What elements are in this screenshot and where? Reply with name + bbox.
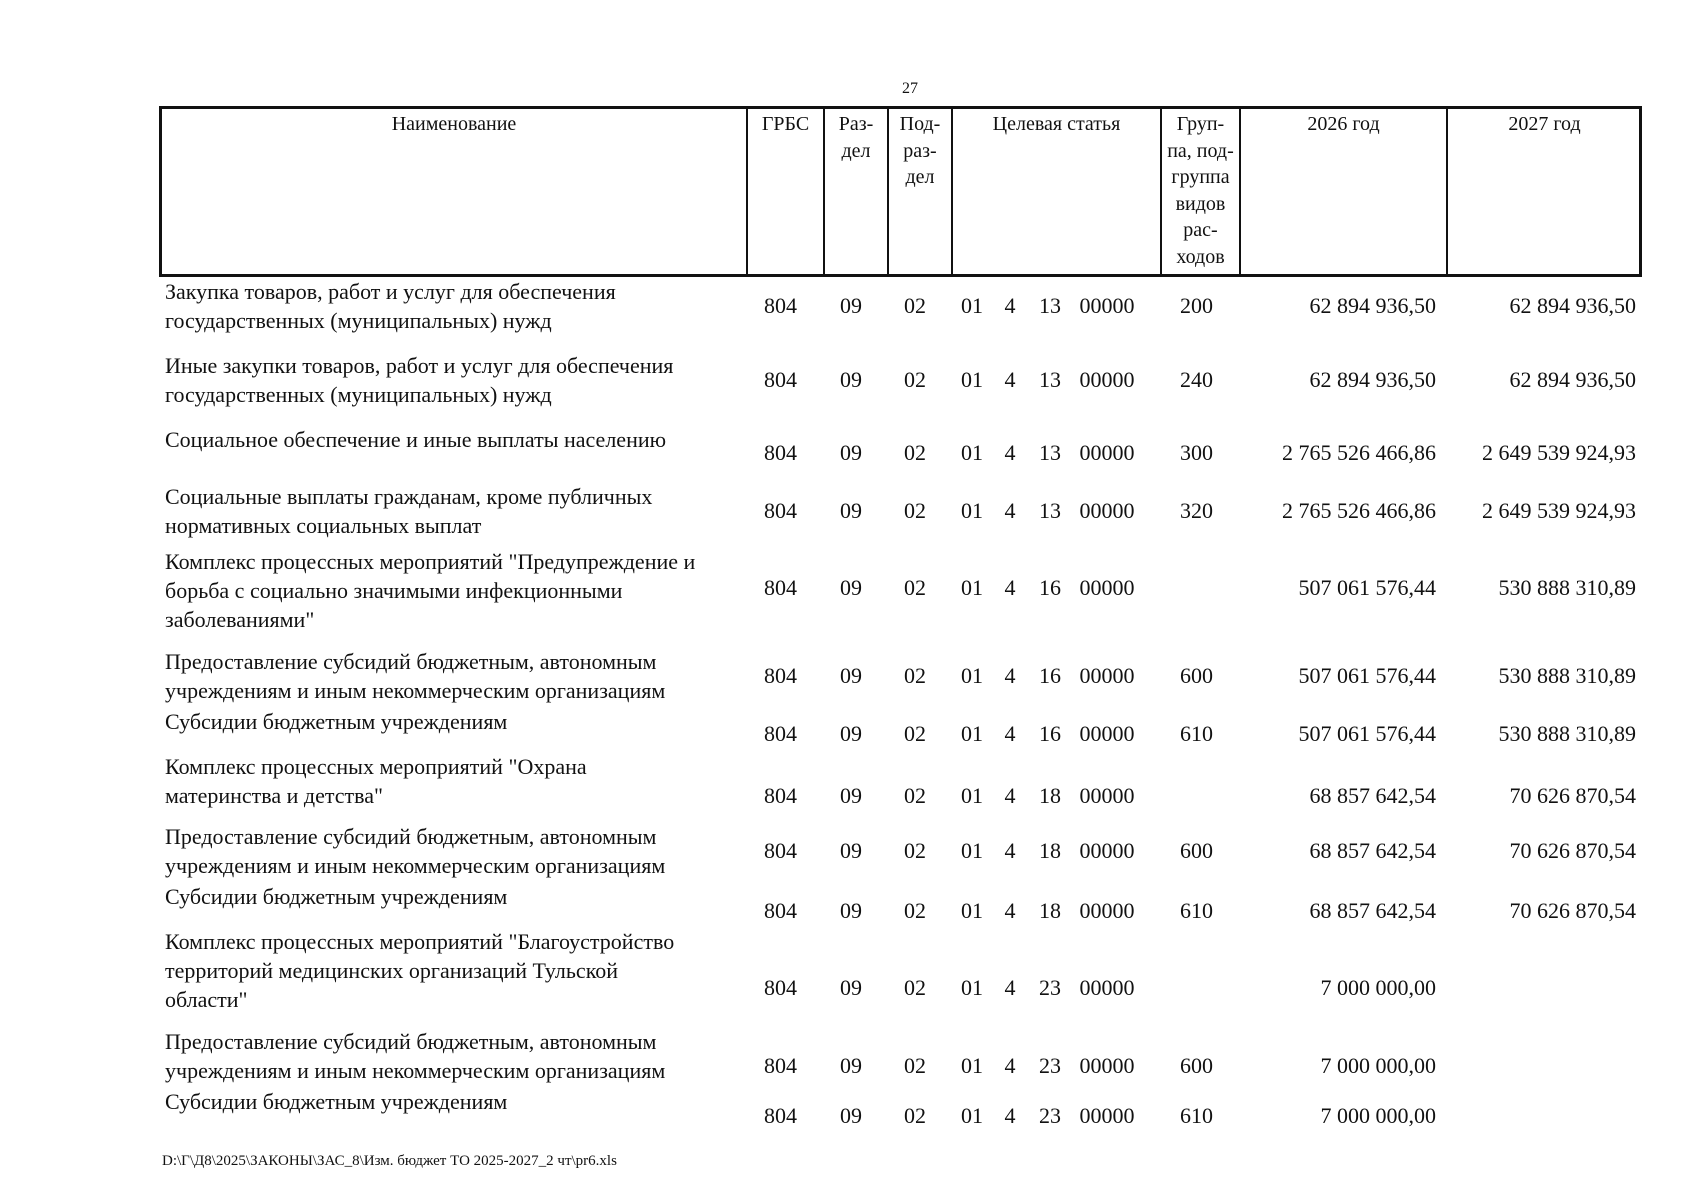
row-name [165,647,740,705]
cell-podrazdel: 02 [904,1103,926,1128]
cell-v2026: 507 061 576,44 [1298,721,1436,746]
cell-t2: 4 [1004,898,1016,923]
row-name-line: Субсидии бюджетным учреждениям [165,709,508,734]
cell-t2: 4 [1004,293,1016,318]
cell-group: 200 [1180,293,1213,318]
cell-podrazdel: 02 [904,440,926,465]
cell-razdel: 09 [840,367,862,392]
cell-t1: 01 [961,898,983,923]
header-podrazdel: Под- раз- дел [887,109,951,274]
cell-razdel: 09 [840,783,862,808]
cell-group: 600 [1180,838,1213,863]
cell-t2: 4 [1004,975,1016,1000]
row-name-line: государственных (муниципальных) нужд [165,308,552,333]
cell-grbs: 804 [764,663,797,688]
cell-t4: 00000 [1079,498,1135,523]
file-path-footer: D:\Г\Д8\2025\ЗАКОНЫ\ЗАС_8\Изм. бюджет ТО 2025-2027_2 чт\pr6.xls [162,1153,617,1169]
cell-grbs: 804 [764,293,797,318]
cell-group: 610 [1180,1103,1213,1128]
cell-t4: 00000 [1079,367,1135,392]
cell-razdel: 09 [840,663,862,688]
cell-grbs: 804 [764,838,797,863]
cell-t3: 16 [1039,721,1061,746]
cell-v2026: 68 857 642,54 [1309,838,1436,863]
cell-podrazdel: 02 [904,293,926,318]
cell-v2026: 68 857 642,54 [1309,898,1436,923]
cell-t3: 18 [1039,838,1061,863]
cell-v2026: 7 000 000,00 [1320,1103,1436,1128]
cell-t3: 13 [1039,498,1061,523]
cell-podrazdel: 02 [904,663,926,688]
cell-v2026: 7 000 000,00 [1320,1053,1436,1078]
row-name-line: области" [165,987,248,1012]
header-group: Груп- па, под- группа видов рас- ходов [1160,109,1239,274]
page-number: 27 [902,80,918,97]
cell-t1: 01 [961,838,983,863]
cell-razdel: 09 [840,498,862,523]
cell-v2026: 2 765 526 466,86 [1282,498,1436,523]
cell-t4: 00000 [1079,898,1135,923]
cell-v2027: 70 626 870,54 [1509,783,1636,808]
cell-t1: 01 [961,1103,983,1128]
row-name [165,351,740,409]
cell-t3: 13 [1039,367,1061,392]
cell-group: 610 [1180,721,1213,746]
cell-group: 320 [1180,498,1213,523]
cell-razdel: 09 [840,1103,862,1128]
cell-t2: 4 [1004,721,1016,746]
row-name-line: Предоставление субсидий бюджетным, автономным [165,824,657,849]
cell-razdel: 09 [840,975,862,1000]
row-name-line: учреждениям и иным некоммерческим организациям [165,1058,666,1083]
cell-razdel: 09 [840,1053,862,1078]
cell-v2026: 7 000 000,00 [1320,975,1436,1000]
row-name-line: учреждениям и иным некоммерческим организациям [165,678,666,703]
cell-grbs: 804 [764,498,797,523]
row-name [165,707,740,736]
cell-razdel: 09 [840,440,862,465]
header-2027: 2027 год [1446,109,1641,274]
cell-t3: 18 [1039,898,1061,923]
row-name [165,927,740,1014]
cell-podrazdel: 02 [904,975,926,1000]
row-name-line: Субсидии бюджетным учреждениям [165,1089,508,1114]
cell-grbs: 804 [764,898,797,923]
cell-t1: 01 [961,498,983,523]
cell-grbs: 804 [764,721,797,746]
row-name-line: государственных (муниципальных) нужд [165,382,552,407]
cell-t1: 01 [961,367,983,392]
cell-t2: 4 [1004,498,1016,523]
cell-t3: 16 [1039,663,1061,688]
row-name [165,277,740,335]
cell-razdel: 09 [840,721,862,746]
cell-razdel: 09 [840,838,862,863]
cell-t4: 00000 [1079,975,1135,1000]
cell-razdel: 09 [840,898,862,923]
header-grbs: ГРБС [746,109,823,274]
cell-v2026: 62 894 936,50 [1309,367,1436,392]
cell-t2: 4 [1004,440,1016,465]
cell-t1: 01 [961,440,983,465]
cell-v2026: 62 894 936,50 [1309,293,1436,318]
cell-group: 240 [1180,367,1213,392]
header-name: Наименование [391,113,517,135]
cell-v2027: 62 894 936,50 [1509,293,1636,318]
cell-grbs: 804 [764,975,797,1000]
row-name [165,1027,740,1085]
cell-t1: 01 [961,663,983,688]
cell-v2026: 2 765 526 466,86 [1282,440,1436,465]
cell-group: 610 [1180,898,1213,923]
row-name [165,1087,740,1116]
cell-podrazdel: 02 [904,898,926,923]
cell-t3: 18 [1039,783,1061,808]
cell-t4: 00000 [1079,838,1135,863]
cell-t3: 23 [1039,1103,1061,1128]
cell-t3: 13 [1039,440,1061,465]
cell-t1: 01 [961,575,983,600]
cell-v2027: 530 888 310,89 [1498,663,1636,688]
row-name [165,752,740,810]
row-name-line: Предоставление субсидий бюджетным, автономным [165,649,657,674]
cell-t2: 4 [1004,367,1016,392]
cell-t2: 4 [1004,1053,1016,1078]
row-name-line: учреждениям и иным некоммерческим организациям [165,853,666,878]
cell-t4: 00000 [1079,783,1135,808]
cell-razdel: 09 [840,575,862,600]
cell-podrazdel: 02 [904,498,926,523]
cell-v2026: 507 061 576,44 [1298,575,1436,600]
cell-t1: 01 [961,1053,983,1078]
row-name-line: Социальные выплаты гражданам, кроме публичных [165,484,653,509]
row-name [165,425,740,454]
row-name-line: материнства и детства" [165,783,383,808]
cell-grbs: 804 [764,783,797,808]
cell-t1: 01 [961,721,983,746]
row-name-line: Комплекс процессных мероприятий "Охрана [165,754,587,779]
cell-t3: 13 [1039,293,1061,318]
cell-podrazdel: 02 [904,575,926,600]
cell-t4: 00000 [1079,663,1135,688]
cell-podrazdel: 02 [904,838,926,863]
cell-podrazdel: 02 [904,367,926,392]
cell-podrazdel: 02 [904,1053,926,1078]
cell-t3: 23 [1039,975,1061,1000]
cell-v2027: 530 888 310,89 [1498,575,1636,600]
cell-grbs: 804 [764,575,797,600]
row-name-line: Закупка товаров, работ и услуг для обеспечения [165,279,616,304]
cell-grbs: 804 [764,440,797,465]
row-name-line: Социальное обеспечение и иные выплаты населению [165,427,667,452]
cell-v2027: 2 649 539 924,93 [1482,498,1636,523]
row-name-line: нормативных социальных выплат [165,513,482,538]
cell-v2027: 70 626 870,54 [1509,838,1636,863]
header-2026: 2026 год [1239,109,1446,274]
row-name [165,822,740,880]
row-name-line: Комплекс процессных мероприятий "Благоустройство [165,929,675,954]
cell-grbs: 804 [764,367,797,392]
cell-t1: 01 [961,975,983,1000]
cell-t4: 00000 [1079,1103,1135,1128]
cell-v2027: 2 649 539 924,93 [1482,440,1636,465]
row-name-line: борьба с социально значимыми инфекционными [165,578,623,603]
row-name [165,482,740,540]
cell-t1: 01 [961,783,983,808]
cell-v2026: 68 857 642,54 [1309,783,1436,808]
cell-group: 600 [1180,663,1213,688]
row-name-line: Иные закупки товаров, работ и услуг для обеспечения [165,353,674,378]
cell-t2: 4 [1004,1103,1016,1128]
row-name-line: Комплекс процессных мероприятий "Предупреждение и [165,549,696,574]
cell-t4: 00000 [1079,575,1135,600]
cell-razdel: 09 [840,293,862,318]
cell-v2027: 70 626 870,54 [1509,898,1636,923]
cell-t2: 4 [1004,838,1016,863]
cell-v2027: 62 894 936,50 [1509,367,1636,392]
cell-podrazdel: 02 [904,721,926,746]
cell-t2: 4 [1004,575,1016,600]
cell-t3: 16 [1039,575,1061,600]
cell-t4: 00000 [1079,440,1135,465]
cell-t3: 23 [1039,1053,1061,1078]
row-name-line: Субсидии бюджетным учреждениям [165,884,508,909]
cell-grbs: 804 [764,1053,797,1078]
cell-t2: 4 [1004,663,1016,688]
cell-t2: 4 [1004,783,1016,808]
header-razdel: Раз- дел [823,109,887,274]
cell-podrazdel: 02 [904,783,926,808]
cell-grbs: 804 [764,1103,797,1128]
cell-v2026: 507 061 576,44 [1298,663,1436,688]
cell-t1: 01 [961,293,983,318]
cell-group: 300 [1180,440,1213,465]
cell-t4: 00000 [1079,721,1135,746]
cell-v2027: 530 888 310,89 [1498,721,1636,746]
cell-t4: 00000 [1079,293,1135,318]
cell-group: 600 [1180,1053,1213,1078]
row-name-line: Предоставление субсидий бюджетным, автономным [165,1029,657,1054]
table-header [159,106,1642,277]
row-name-line: заболеваниями" [165,607,315,632]
row-name-line: территорий медицинских организаций Тульской [165,958,619,983]
cell-t4: 00000 [1079,1053,1135,1078]
row-name [165,547,740,634]
row-name [165,882,740,911]
header-target: Целевая статья [951,109,1160,274]
